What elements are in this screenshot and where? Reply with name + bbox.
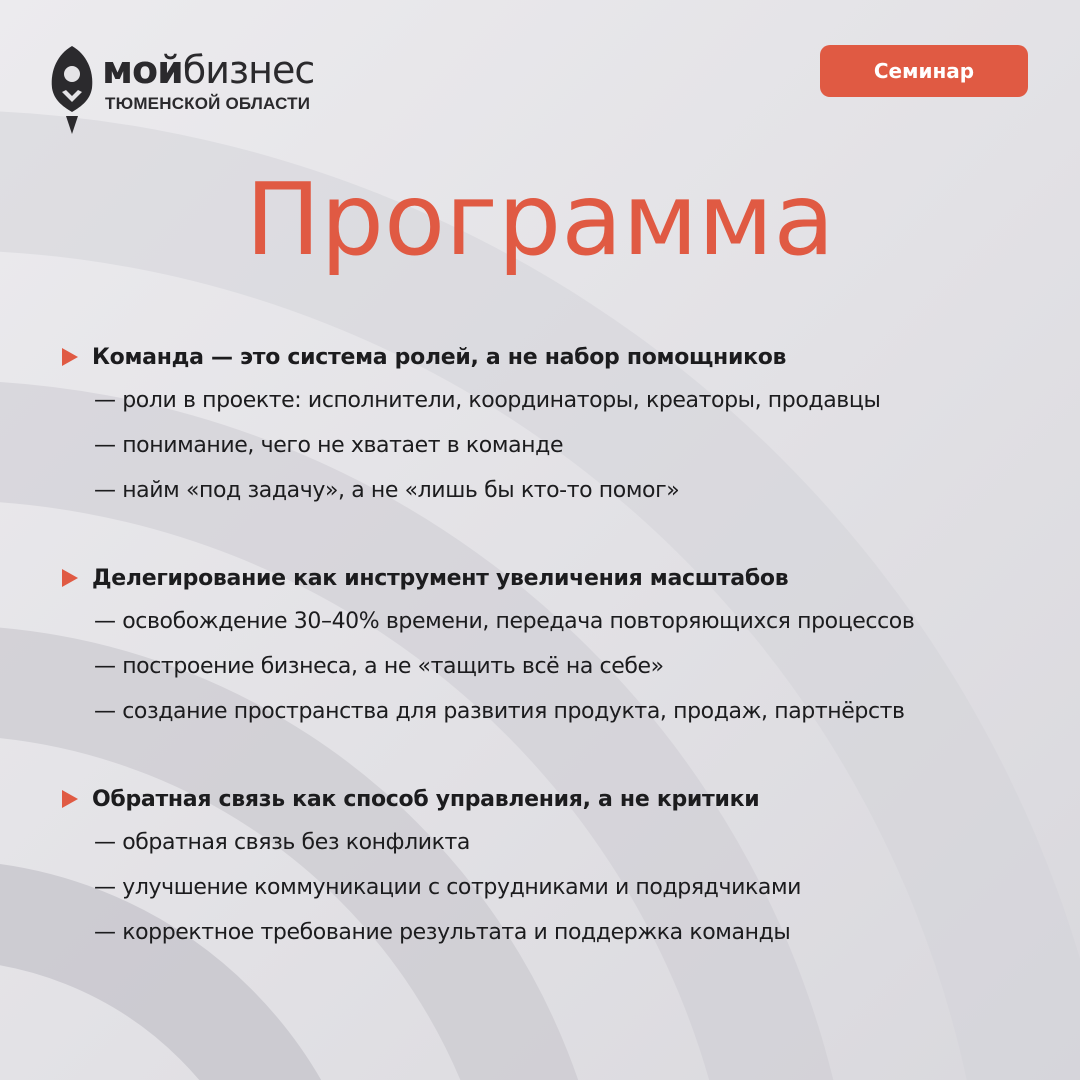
- section-heading: [62, 336, 1052, 378]
- triangle-bullet-icon: [62, 348, 78, 366]
- brand-wordmark: [102, 46, 314, 94]
- program-section: [62, 778, 1052, 955]
- brand-word-regular: бизнес: [182, 48, 315, 92]
- program-sections: [62, 336, 1052, 955]
- list-item: — улучшение коммуникации с сотрудниками и подрядчиками: [94, 875, 802, 900]
- list-item: — роли в проекте: исполнители, координаторы, креаторы, продавцы: [94, 388, 881, 413]
- triangle-bullet-icon: [62, 790, 78, 808]
- section-title: Делегирование как инструмент увеличения масштабов: [92, 565, 789, 591]
- list-item: — создание пространства для развития продукта, продаж, партнёрств: [94, 699, 905, 724]
- list-item: — обратная связь без конфликта: [94, 830, 471, 855]
- brand-subtitle: ТЮМЕНСКОЙ ОБЛАСТИ: [105, 94, 311, 113]
- section-items: [62, 820, 1052, 955]
- section-title: Команда — это система ролей, а не набор помощников: [92, 344, 787, 370]
- triangle-bullet-icon: [62, 569, 78, 587]
- section-items: [62, 378, 1052, 513]
- section-heading: [62, 778, 1052, 820]
- page-title: Программа: [245, 161, 835, 278]
- list-item: — понимание, чего не хватает в команде: [94, 433, 564, 458]
- rocket-pin-icon: [48, 44, 96, 136]
- section-heading: [62, 557, 1052, 599]
- list-item: — освобождение 30–40% времени, передача повторяющихся процессов: [94, 609, 915, 634]
- list-item: — найм «под задачу», а не «лишь бы кто-то помог»: [94, 478, 680, 503]
- list-item: — построение бизнеса, а не «тащить всё на себе»: [94, 654, 664, 679]
- section-title: Обратная связь как способ управления, а не критики: [92, 786, 760, 812]
- program-section: [62, 557, 1052, 734]
- list-item: — корректное требование результата и поддержка команды: [94, 920, 791, 945]
- brand-logo: [48, 44, 368, 136]
- brand-word-bold: мой: [102, 48, 183, 92]
- seminar-badge: Семинар: [820, 45, 1028, 97]
- section-items: [62, 599, 1052, 734]
- program-section: [62, 336, 1052, 513]
